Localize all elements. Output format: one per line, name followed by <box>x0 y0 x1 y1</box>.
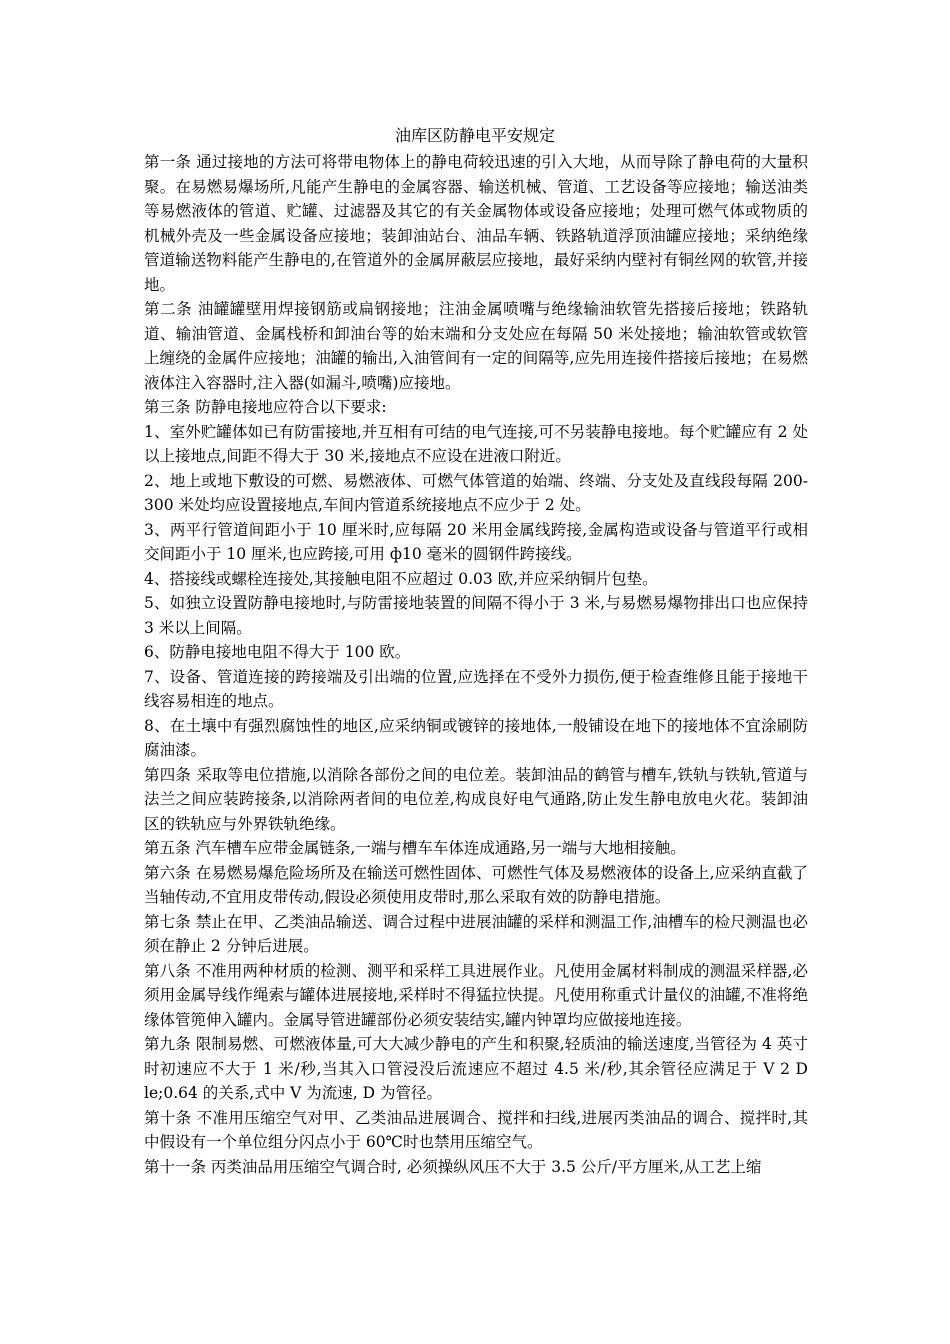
document-body <box>144 150 808 1179</box>
document-title: 油库区防静电平安规定 <box>394 126 555 145</box>
article-3-item-5: 5、如独立设置防静电接地时,与防雷接地装置的间隔不得小于 3 米,与易燃易爆物排出口也应保持 3 米以上间隔。 <box>144 594 808 637</box>
article-8-paragraph: 第八条 不准用两种材质的检测、测平和采样工具进展作业。凡使用金属材料制成的测温采样器,必须用金属导线作绳索与罐体进展接地,采样时不得猛拉快提。凡使用称重式计量仪的油罐,不准将绝缘体管篼伸入罐内。金属导管进罐部份必须安装结实,罐内钟罩均应做接地连接。 <box>144 961 808 1029</box>
article-3-item-7: 7、设备、管道连接的跨接端及引出端的位置,应选择在不受外力损伤,便于检查维修且能于接地干线容易相连的地点。 <box>144 667 808 710</box>
article-3-item-3: 3、两平行管道间距小于 10 厘米时,应每隔 20 米用金属线跨接,金属构造或设备与管道平行或相交间距小于 10 厘米,也应跨接,可用 ф10 毫米的圆钢件跨接线。 <box>144 520 808 563</box>
article-3-item-6: 6、防静电接地电阻不得大于 100 欧。 <box>144 643 411 661</box>
article-2-paragraph: 第二条 油罐罐壁用焊接钢筋或扁钢接地；注油金属喷嘴与绝缘输油软管先搭接后接地；铁路轨道、输油管道、金属栈桥和卸油台等的始末端和分支处应在每隔 50 米处接地；输油软管或软管上缠绕的金属件应接地；油罐的输出,入油管间有一定的间隔等,应先用连接件搭接后接地；在易燃液体注入容器时,注入器(如漏斗,喷嘴)应接地。 <box>144 300 808 392</box>
article-9-paragraph: 第九条 限制易燃、可燃液体量,可大大减少静电的产生和积聚,轻质油的输送速度,当管径为 4 英寸时初速应不大于 1 米/秒,当其入口管浸没后流速应不超过 4.5 米/秒,其余管径应满足于 V 2 D le;0.64 的关系,式中 V 为流速, D 为管径。 <box>144 1035 808 1102</box>
article-6-paragraph: 第六条 在易燃易爆危险场所及在输送可燃性固体、可燃性气体及易燃液体的设备上,应采纳直截了当轴传动,不宜用皮带传动,假设必须使用皮带时,那么采取有效的防静电措施。 <box>144 863 808 906</box>
article-3-item-8: 8、在土壤中有强烈腐蚀性的地区,应采纳铜或镀锌的接地体,一般铺设在地下的接地体不宜涂刷防腐油漆。 <box>144 716 808 759</box>
article-11-paragraph: 第十一条 丙类油品用压缩空气调合时, 必须操纵风压不大于 3.5 公斤/平方厘米,从工艺上缩 <box>144 1157 762 1176</box>
article-10-paragraph: 第十条 不准用压缩空气对甲、乙类油品进展调合、搅拌和扫线,进展丙类油品的调合、搅拌时,其中假设有一个单位组分闪点小于 60℃时也禁用压缩空气。 <box>144 1108 808 1151</box>
article-1-paragraph: 第一条 通过接地的方法可将带电物体上的静电荷较迅速的引入大地，从而导除了静电荷的大量积聚。在易燃易爆场所,凡能产生静电的金属容器、输送机械、管道、工艺设备等应接地；输送油类等易燃液体的管道、贮罐、过滤器及其它的有关金属物体或设备应接地；处理可燃气体或物质的机械外壳及一些金属设备应接地；装卸油站台、油品车辆、铁路轨道浮顶油罐应接地；采纳绝缘管道输送物料能产生静电的,在管道外的金属屏蔽层应接地，最好采纳内壁衬有铜丝网的软管,并接地。 <box>144 153 808 294</box>
article-3-heading: 第三条 防静电接地应符合以下要求: <box>144 398 387 416</box>
article-4-paragraph: 第四条 采取等电位措施,以消除各部份之间的电位差。装卸油品的鹤管与槽车,铁轨与铁轨,管道与法兰之间应装跨接条,以消除两者间的电位差,构成良好电气通路,防止发生静电放电火花。装卸油区的铁轨应与外界铁轨绝缘。 <box>144 765 808 833</box>
article-5-paragraph: 第五条 汽车槽车应带金属链条,一端与槽车车体连成通路,另一端与大地相接触。 <box>144 839 686 857</box>
article-7-paragraph: 第七条 禁止在甲、乙类油品输送、调合过程中进展油罐的采样和测温工作,油槽车的检尺测温也必须在静止 2 分钟后进展。 <box>144 912 808 955</box>
article-3-item-1: 1、室外贮罐体如已有防雷接地,并互相有可结的电气连接,可不另装静电接地。每个贮罐应有 2 处以上接地点,间距不得大于 30 米,接地点不应设在进液口附近。 <box>144 422 808 465</box>
article-3-item-2: 2、地上或地下敷设的可燃、易燃液体、可燃气体管道的始端、终端、分支处及直线段每隔 200-300 米处均应设置接地点,车间内管道系统接地点不应少于 2 处。 <box>144 471 808 514</box>
article-3-item-4: 4、搭接线或螺栓连接处,其接触电阻不应超过 0.03 欧,并应采纳铜片包垫。 <box>144 569 658 588</box>
